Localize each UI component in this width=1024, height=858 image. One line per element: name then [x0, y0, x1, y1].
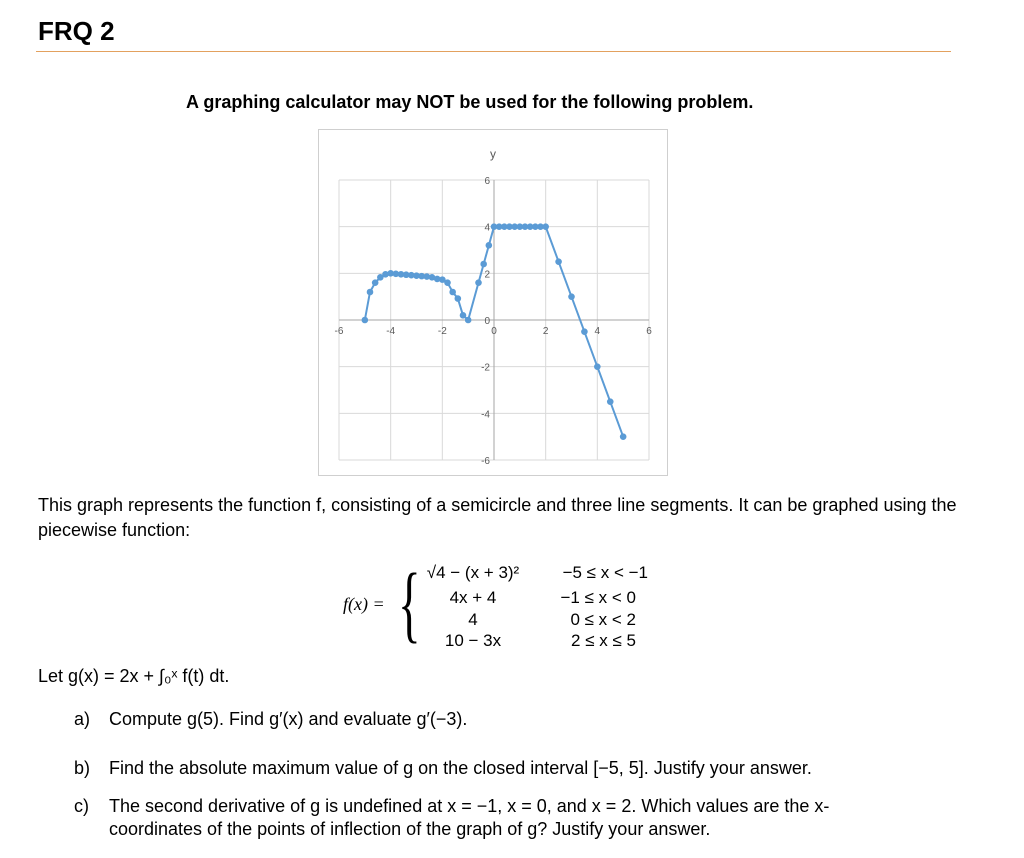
y-tick-label: -4 — [481, 409, 490, 421]
data-point — [581, 328, 588, 335]
question-c-text: The second derivative of g is undefined at x = −1, x = 0, and x = 2. Which values are the x-coordinates of the points of inflection of the graph of g? Justify your answer. — [109, 796, 830, 839]
x-tick-label: -6 — [334, 326, 344, 337]
data-point — [542, 223, 549, 230]
piecewise-brace: { — [398, 555, 421, 651]
y-tick-label: -2 — [481, 362, 490, 374]
data-point — [444, 279, 451, 286]
data-point — [620, 433, 627, 440]
x-tick-label: 6 — [646, 326, 652, 337]
description — [38, 493, 988, 543]
title-divider — [36, 51, 951, 52]
chart-frame — [318, 129, 668, 476]
question-c-label: c) — [74, 796, 89, 816]
x-tick-label: -2 — [437, 326, 447, 337]
data-point — [465, 317, 472, 324]
function-graph — [319, 130, 667, 475]
question-a-text: Compute g(5). Find g′(x) and evaluate g′(−3). — [109, 709, 468, 729]
y-tick-label: -6 — [481, 456, 490, 467]
data-point — [480, 261, 487, 268]
g-definition: Let g(x) = 2x + ∫₀ˣ f(t) dt. — [38, 666, 230, 686]
y-tick-label: 4 — [484, 222, 490, 234]
x-tick-label: 0 — [491, 326, 497, 337]
data-point — [367, 289, 374, 296]
question-a-label: a) — [74, 709, 91, 729]
x-tick-label: 4 — [594, 326, 601, 337]
piecewise-label: f(x) = — [343, 594, 385, 614]
data-point — [568, 293, 575, 300]
data-point — [594, 363, 601, 370]
y-tick-label: 0 — [484, 316, 490, 327]
piece-expr-1: √4 − (x + 3)² — [426, 563, 520, 582]
calculator-notice: A graphing calculator may NOT be used for the following problem. — [186, 92, 754, 112]
data-point — [372, 279, 379, 286]
piece-cond-3: 0 ≤ x < 2 — [570, 610, 636, 629]
question-b-label: b) — [74, 758, 91, 778]
y-tick-label: 6 — [484, 176, 490, 187]
data-point — [475, 279, 482, 286]
data-point — [449, 289, 456, 296]
question-a — [74, 708, 954, 732]
description-text: This graph represents the function f, consisting of a semicircle and three line segments. It can be graphed using the piecewise function: — [38, 495, 957, 540]
x-tick-label: -4 — [386, 326, 396, 337]
piece-expr-4: 10 − 3x — [444, 631, 502, 650]
x-tick-label: 2 — [542, 326, 549, 337]
piece-cond-4: 2 ≤ x ≤ 5 — [571, 631, 636, 650]
data-point — [555, 258, 562, 265]
y-axis-label: y — [490, 147, 496, 161]
data-point — [455, 295, 462, 302]
question-b — [74, 757, 954, 781]
piece-expr-3: 4 — [468, 610, 478, 629]
question-b-text: Find the absolute maximum value of g on the closed interval [−5, 5]. Justify your answer. — [109, 758, 812, 778]
question-c — [74, 795, 954, 843]
piece-cond-1: −5 ≤ x < −1 — [562, 563, 648, 582]
page-title: FRQ 2 — [38, 16, 115, 46]
y-tick-label: 2 — [484, 269, 490, 281]
data-point — [362, 317, 369, 324]
data-point — [460, 312, 467, 319]
piece-cond-2: −1 ≤ x < 0 — [560, 588, 636, 607]
piece-expr-2: 4x + 4 — [449, 588, 497, 607]
data-point — [607, 398, 614, 405]
data-point — [486, 242, 493, 249]
